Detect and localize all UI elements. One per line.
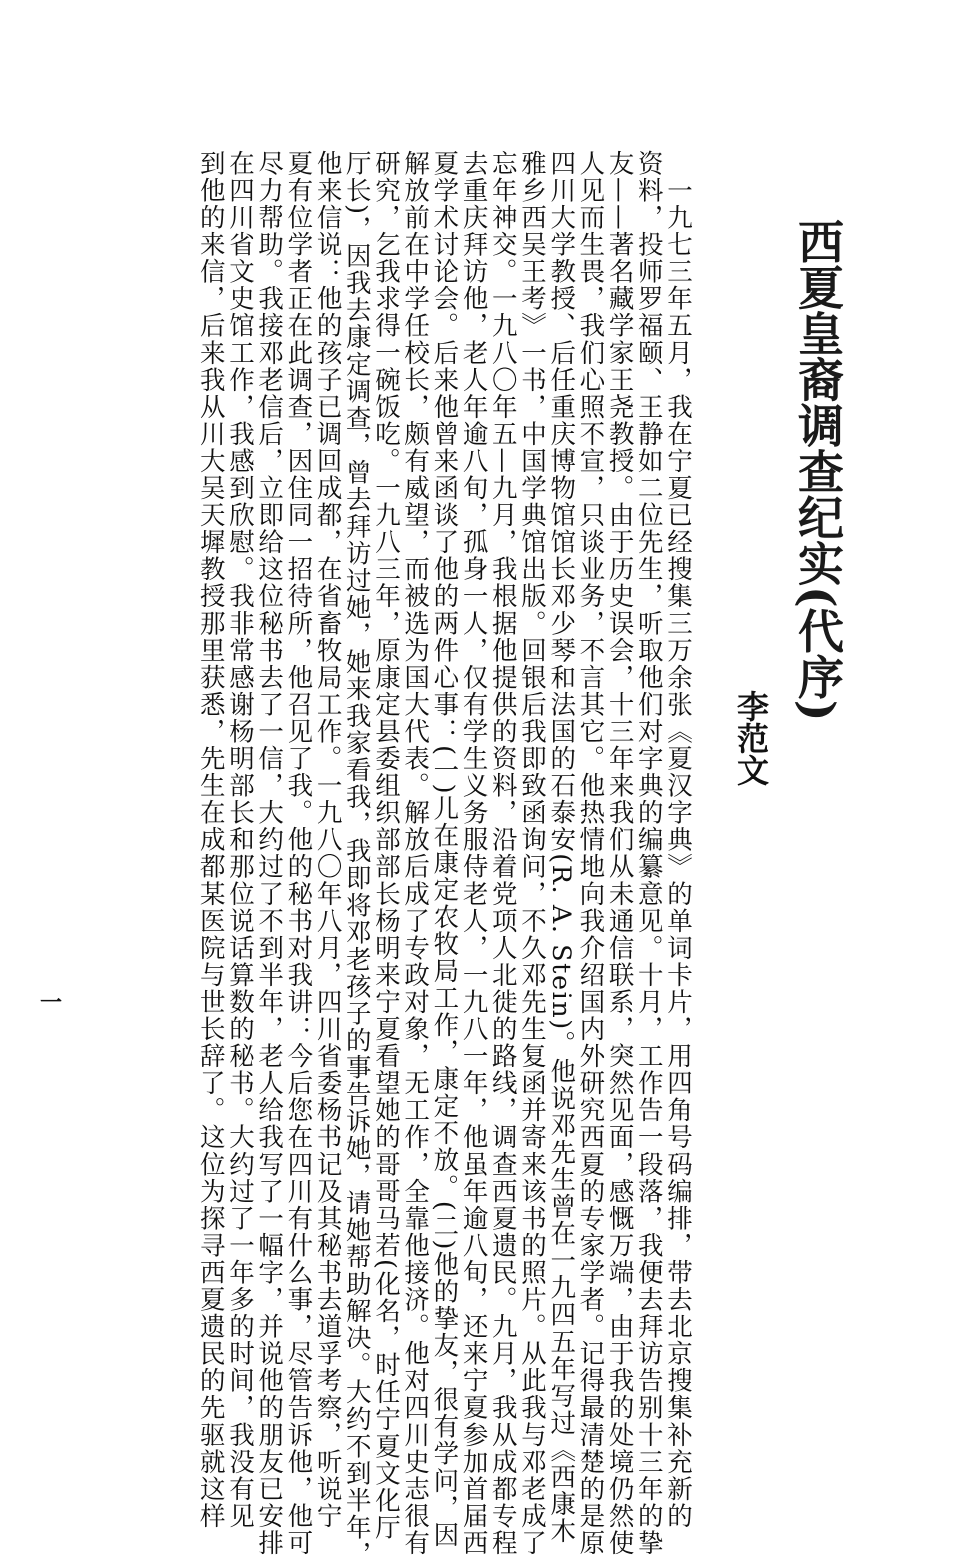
text-column: 到他的来信，后来我从川大吴天墀教授那里获悉，先生在成都某医院与世长辞了。这位为探寻西夏遗民的先驱就这样 [195, 150, 226, 1530]
text-column: 尽力帮助。我接邓老信后，立即给这位秘书去了一信，大约过了不到半年，老人给我写了一幅字，并说他的朋友已安排 [254, 150, 285, 1557]
text-column: 去重庆拜访他，老人年逾八旬，孤身一人，仅有学生义务服侍老人，一九八一年，他虽年逾八旬，还来宁夏参加首届西 [458, 150, 489, 1557]
text-column: 解放前在中学任校长，颇有威望，而被选为国大代表。解放后成了专政对象，无工作，全靠他接济。他对四川史志很有 [400, 150, 431, 1557]
text-column: 资料，投师罗福颐、王静如二位先生，听取他们对字典的编纂意见。十月，工作告一段落，我便去拜访告别十三年的挚 [633, 150, 664, 1557]
body-text [195, 150, 693, 1568]
text-column: 雅乡西吴王考》一书，中国学典馆出版。回银后我即致函询问，不久邓先生复函并寄来该书的照片。从此我与邓老成了 [516, 150, 547, 1557]
page-number: 一 [40, 990, 63, 1016]
text-column: 在四川省文史馆工作，我感到欣慰。我非常感谢杨明部长和那位说话算数的秘书。大约过了一年多的时间，我没有见 [224, 150, 255, 1530]
text-column: 友——著名藏学家王尧教授。由于历史误会，十三年来我们从未通信联系，突然见面，感慨万端，由于我的处境仍然使 [604, 150, 635, 1557]
text-column: 夏学术讨论会。后来他曾来函谈了他的两件心事：(一)儿在康定农牧局工作，康定不放。(二)他的挚友，很有学问，因 [429, 150, 460, 1549]
author-name: 李范文 [732, 690, 770, 786]
text-column: 忘年神交。一九八〇年五—九月，我根据他提供的资料，沿着党项人北徙的路线，调查西夏遗民。九月，我从成都专程 [487, 150, 518, 1557]
text-column: 一九七三年五月，我在宁夏已经搜集三万余张《夏汉字典》的单词卡片，用四角号码编排，带去北京搜集补充新的 [663, 150, 693, 1530]
text-column: 研究，乞我求得一碗饭吃。一九八三年，原康定县委组织部部长杨明来宁夏看望她的哥哥马若(化名，时任宁夏文化厅 [370, 150, 401, 1542]
text-column: 夏有位学者正在此调查，因住同一招待所，他召见了我。他的秘书对我讲：今后您在四川有什么事，尽管告诉他，他可 [283, 150, 314, 1557]
text-column: 人见而生畏，我们心照不宣，只谈业务，不言其它。他热情地向我介绍国内外研究西夏的专家学者。记得最清楚的是原 [575, 150, 606, 1557]
chapter-title: 西夏皇裔调查纪实(代序) [791, 218, 845, 722]
text-column: 厅长)，因我去康定调查，曾去拜访过她，她来我家看我，我即将邓老孩子的事告诉她，请她帮助解决。大约不到半年， [341, 150, 372, 1568]
text-column: 他来信说：他的孩子已调回成都，在省畜牧局工作。一九八〇年八月，四川省委杨书记及其秘书去道孚考察，听说宁 [312, 150, 343, 1530]
text-column: 四川大学教授、后任重庆博物馆馆长邓少琴和法国的石泰安(R. A. Stein)。他说邓先生曾在一九四五年写过《西康木 [546, 150, 577, 1545]
